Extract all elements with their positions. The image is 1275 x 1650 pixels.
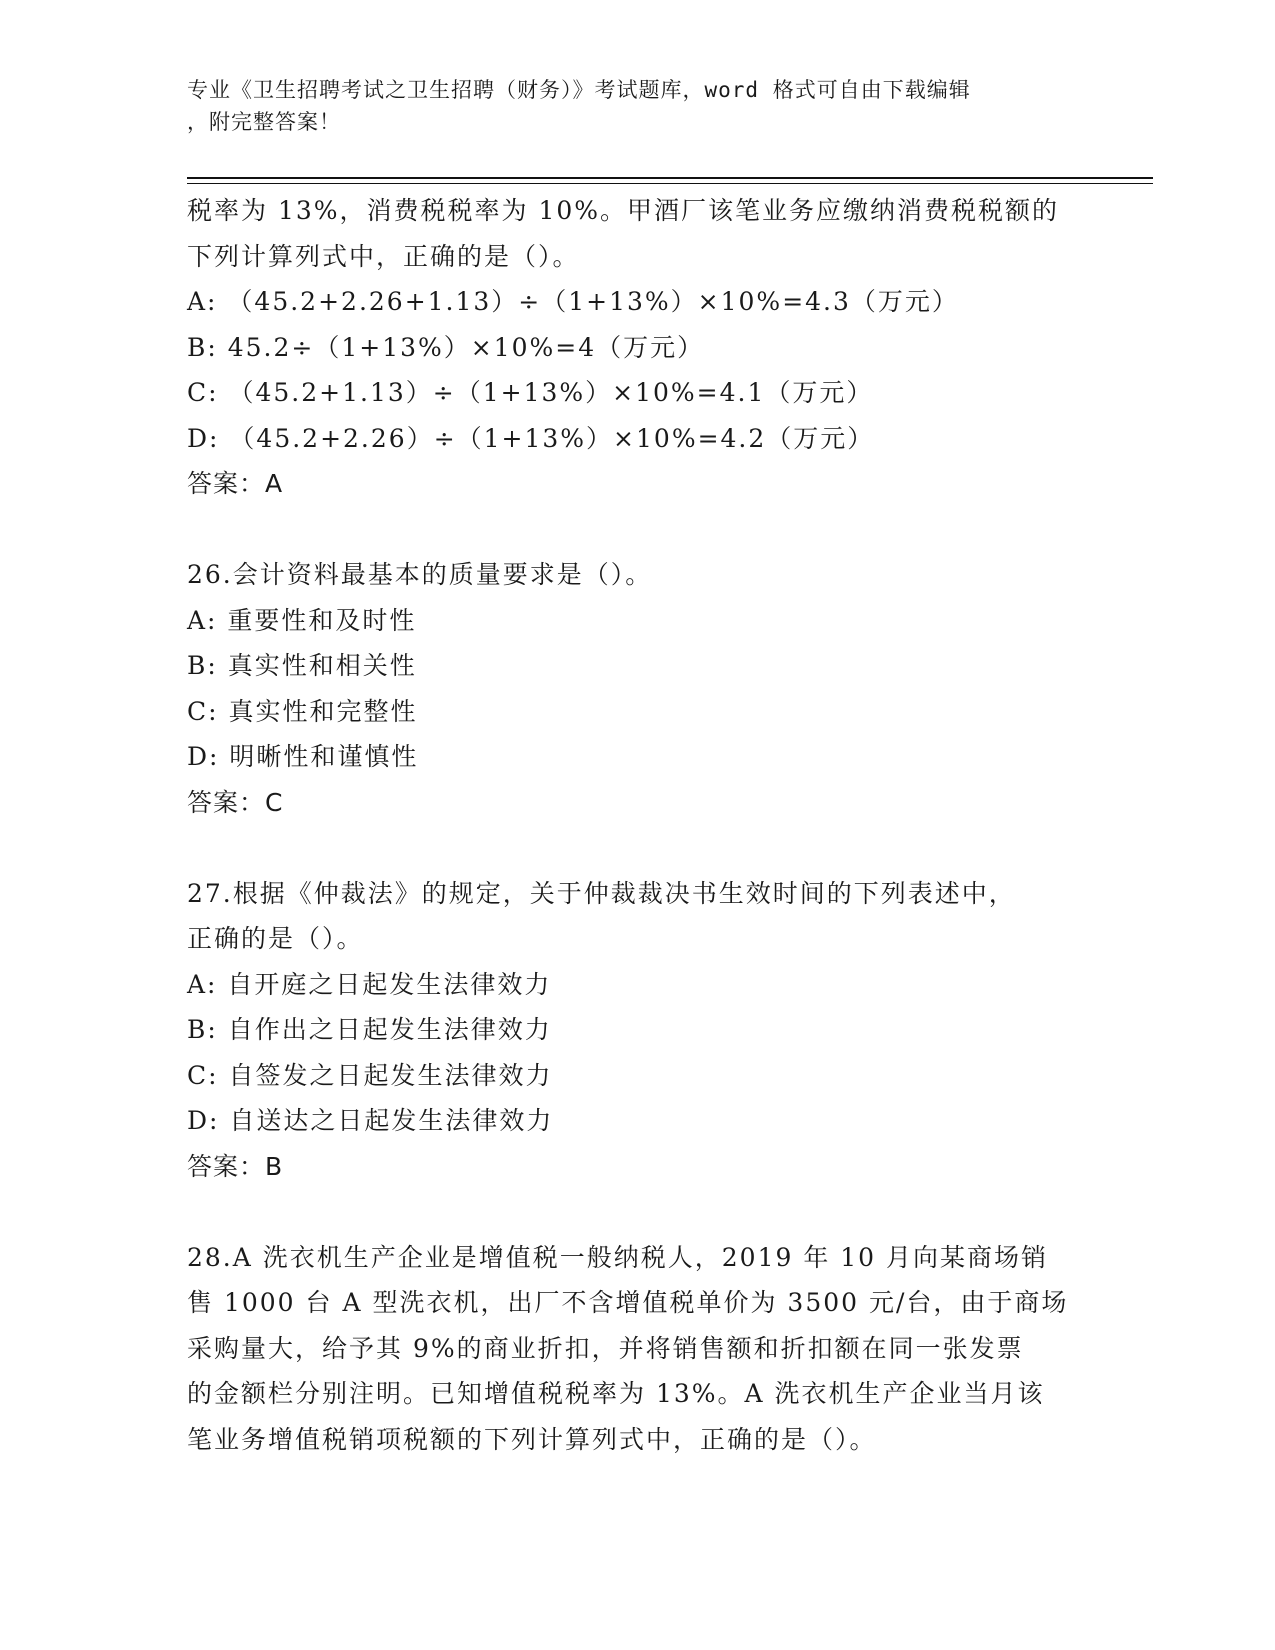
question-26	[187, 552, 1087, 825]
question-stem-line: 税率为 13%，消费税税率为 10%。甲酒厂该笔业务应缴纳消费税税额的	[187, 196, 1060, 225]
question-stem-line: 28.A 洗衣机生产企业是增值税一般纳税人，2019 年 10 月向某商场销	[187, 1242, 1049, 1272]
option-a: A: 自开庭之日起发生法律效力	[187, 969, 552, 999]
option-a: A: 重要性和及时性	[187, 605, 417, 635]
answer-line: 答案：C	[187, 787, 284, 817]
header-line-2: ，附完整答案！	[187, 110, 341, 134]
header-rule-thin	[187, 183, 1153, 184]
option-d: D: 明晰性和谨慎性	[187, 742, 419, 771]
document-body	[187, 188, 1087, 1462]
option-c: C: 自签发之日起发生法律效力	[187, 1060, 553, 1090]
spacer	[187, 1189, 1087, 1235]
question-stem-line: 的金额栏分别注明。已知增值税税率为 13%。A 洗衣机生产企业当月该	[187, 1379, 1045, 1408]
option-d: D: （45.2+2.26）÷（1+13%）×10%=4.2（万元）	[187, 423, 875, 453]
option-a: A: （45.2+2.26+1.13）÷（1+13%）×10%=4.3（万元）	[187, 287, 959, 316]
header-rule-thick	[187, 177, 1153, 179]
header-line-1: 专业《卫生招聘考试之卫生招聘（财务）》考试题库，word 格式可自由下载编辑	[187, 78, 971, 102]
question-25	[187, 188, 1087, 507]
question-stem-line: 27.根据《仲裁法》的规定，关于仲裁裁决书生效时间的下列表述中，	[187, 878, 1016, 908]
question-27	[187, 871, 1087, 1190]
option-c: C: （45.2+1.13）÷（1+13%）×10%=4.1（万元）	[187, 378, 874, 407]
option-b: B: 自作出之日起发生法律效力	[187, 1015, 552, 1044]
spacer	[187, 825, 1087, 871]
option-c: C: 真实性和完整性	[187, 696, 418, 726]
document-header	[187, 74, 1067, 138]
question-stem-line: 笔业务增值税销项税额的下列计算列式中，正确的是（）。	[187, 1424, 877, 1454]
question-stem-line: 下列计算列式中，正确的是（）。	[187, 241, 580, 271]
question-28	[187, 1235, 1087, 1463]
question-stem-line: 正确的是（）。	[187, 924, 364, 953]
answer-line: 答案：A	[187, 469, 284, 498]
question-stem-line: 采购量大，给予其 9%的商业折扣，并将销售额和折扣额在同一张发票	[187, 1333, 1024, 1363]
spacer	[187, 507, 1087, 553]
option-d: D: 自送达之日起发生法律效力	[187, 1106, 554, 1135]
question-stem-line: 售 1000 台 A 型洗衣机，出厂不含增值税单价为 3500 元/台，由于商场	[187, 1288, 1069, 1317]
question-stem-line: 26.会计资料最基本的质量要求是（）。	[187, 560, 653, 589]
option-b: B: 真实性和相关性	[187, 651, 417, 680]
answer-line: 答案：B	[187, 1151, 284, 1181]
option-b: B: 45.2÷（1+13%）×10%=4（万元）	[187, 332, 705, 362]
